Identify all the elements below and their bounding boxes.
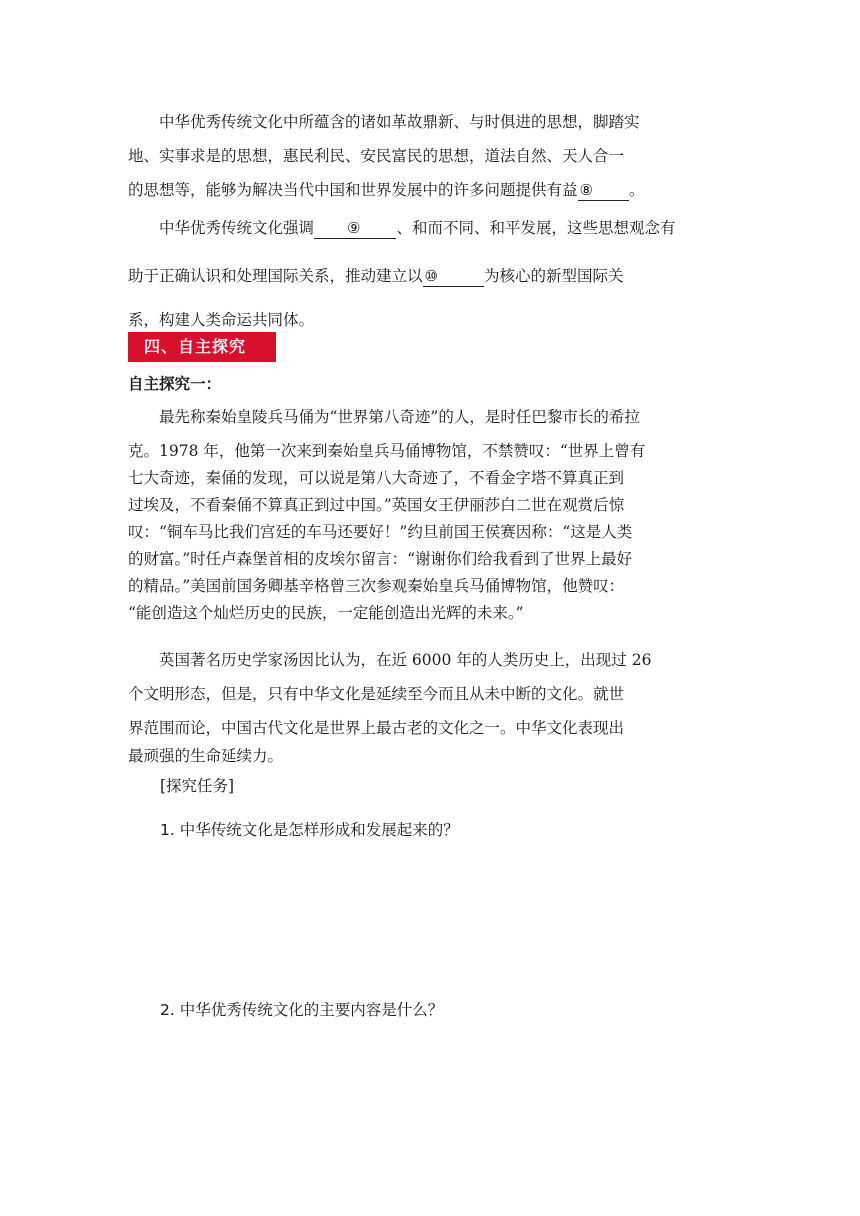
intro-paragraph-1 [128,105,732,207]
text-line: 过埃及，不看秦俑不算真正到过中国。”英国女王伊丽莎白二世在观赏后惊 [128,496,625,514]
answer-blank-9[interactable] [314,218,396,239]
material-paragraph-2 [128,643,732,773]
text-line: 的精品。”美国前国务卿基辛格曾三次参观秦始皇兵马俑博物馆，他赞叹： [128,577,625,595]
text-line: 系，构建人类命运共同体。 [128,311,315,329]
text-line: 个文明形态，但是，只有中华文化是延续至今而且从未中断的文化。就世 [128,685,625,703]
subheading: 自主探究一： [128,375,222,393]
text-line: 界范围而论，中国古代文化是世界上最古老的文化之一。中华文化表现出 [128,719,625,737]
text-line: 中华优秀传统文化中所蕴含的诸如革故鼎新、与时俱进的思想，脚踏实 [159,113,640,131]
material-paragraph-1 [128,404,732,627]
text-line: 克。1978 年，他第一次来到秦始皇兵马俑博物馆，不禁赞叹：“世界上曾有 [128,442,646,460]
text-segment: 中华优秀传统文化强调 [159,219,315,237]
blank-number: ⑨ [347,219,361,237]
text-line: 地、实事求是的思想，惠民利民、安民富民的思想，道法自然、天人合一 [128,147,625,165]
text-line: 最先称秦始皇陵兵马俑为“世界第八奇迹”的人，是时任巴黎市长的希拉 [159,408,640,426]
task-label: [探究任务] [160,777,235,795]
text-line: 七大奇迹，秦俑的发现，可以说是第八大奇迹了，不看金字塔不算真正到 [128,469,625,487]
answer-blank-10[interactable] [423,266,484,287]
text-segment: 。 [628,181,645,199]
text-line: 的财富。”时任卢森堡首相的皮埃尔留言：“谢谢你们给我看到了世界上最好 [128,550,633,568]
text-line [128,173,732,207]
text-line [128,211,732,245]
text-line: 英国著名历史学家汤因比认为，在近 6000 年的人类历史上，出现过 26 [159,651,652,669]
section-header: 四、自主探究 [128,332,276,362]
answer-blank-8[interactable] [578,180,629,201]
question-1: 1. 中华传统文化是怎样形成和发展起来的？ [160,821,459,839]
question-2: 2. 中华优秀传统文化的主要内容是什么？ [160,1001,444,1019]
text-line: 最顽强的生命延续力。 [128,747,284,765]
blank-number: ⑧ [579,181,593,199]
blank-number: ⑩ [424,267,438,285]
text-line: “能创造这个灿烂历史的民族，一定能创造出光辉的未来。” [128,604,524,622]
text-segment: 的思想等，能够为解决当代中国和世界发展中的许多问题提供有益 [128,181,578,199]
text-segment: 、和而不同、和平发展，这些思想观念有 [396,219,676,237]
text-segment: 助于正确认识和处理国际关系，推动建立以 [128,267,423,285]
intro-paragraph-2 [128,211,732,337]
text-segment: 为核心的新型国际关 [483,267,624,285]
text-line [128,259,732,293]
text-line: 叹：“铜车马比我们宫廷的车马还要好！”约旦前国王侯赛因称：“这是人类 [128,523,633,541]
